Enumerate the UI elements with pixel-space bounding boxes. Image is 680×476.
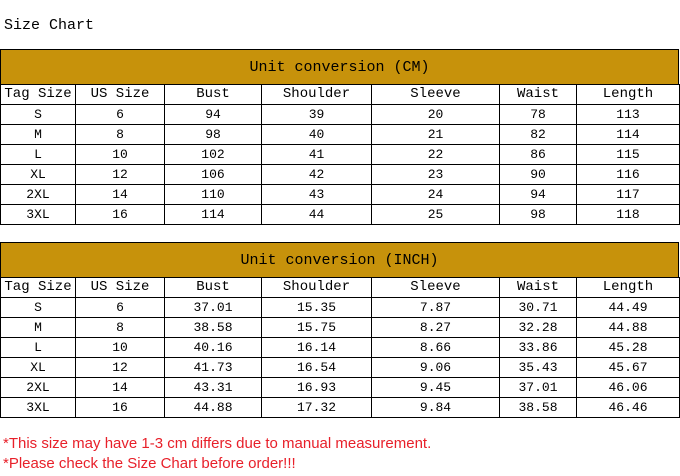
cell-tag-size: 3XL: [1, 205, 76, 225]
cell-sleeve: 20: [372, 105, 500, 125]
cell-sleeve: 9.84: [372, 398, 500, 418]
inch-table-body: [1, 298, 680, 418]
inch-header-row: [1, 278, 680, 298]
page-title: Size Chart: [4, 17, 95, 34]
notes: [3, 434, 431, 474]
cell-waist: 32.28: [500, 318, 577, 338]
cell-waist: 78: [500, 105, 577, 125]
column-header-us-size: US Size: [76, 85, 165, 105]
cell-shoulder: 42: [262, 165, 372, 185]
cell-bust: 37.01: [165, 298, 262, 318]
cell-shoulder: 41: [262, 145, 372, 165]
cell-bust: 98: [165, 125, 262, 145]
cell-sleeve: 7.87: [372, 298, 500, 318]
cell-shoulder: 43: [262, 185, 372, 205]
cell-bust: 44.88: [165, 398, 262, 418]
column-header-bust: Bust: [165, 85, 262, 105]
cm-size-table: [0, 84, 680, 225]
column-header-length: Length: [577, 85, 680, 105]
inch-unit-header: Unit conversion (INCH): [0, 242, 679, 277]
note-check-size-chart: *Please check the Size Chart before order!!!: [3, 455, 296, 472]
cell-bust: 38.58: [165, 318, 262, 338]
cell-shoulder: 16.54: [262, 358, 372, 378]
table-row: [1, 165, 680, 185]
cell-waist: 30.71: [500, 298, 577, 318]
table-row: [1, 358, 680, 378]
cell-tag-size: 3XL: [1, 398, 76, 418]
cell-us-size: 12: [76, 358, 165, 378]
cell-sleeve: 9.06: [372, 358, 500, 378]
cell-bust: 43.31: [165, 378, 262, 398]
cell-sleeve: 23: [372, 165, 500, 185]
cell-length: 113: [577, 105, 680, 125]
cell-bust: 114: [165, 205, 262, 225]
table-row: [1, 185, 680, 205]
column-header-sleeve: Sleeve: [372, 278, 500, 298]
cm-size-table-section: [0, 49, 679, 225]
cell-us-size: 12: [76, 165, 165, 185]
column-header-shoulder: Shoulder: [262, 278, 372, 298]
table-row: [1, 398, 680, 418]
cell-sleeve: 21: [372, 125, 500, 145]
cell-length: 44.88: [577, 318, 680, 338]
cell-us-size: 6: [76, 298, 165, 318]
cell-tag-size: L: [1, 338, 76, 358]
cell-sleeve: 8.66: [372, 338, 500, 358]
column-header-tag-size: Tag Size: [1, 85, 76, 105]
table-row: [1, 205, 680, 225]
cell-us-size: 14: [76, 185, 165, 205]
table-row: [1, 105, 680, 125]
cell-tag-size: S: [1, 298, 76, 318]
cell-us-size: 6: [76, 105, 165, 125]
cm-header-row: [1, 85, 680, 105]
cell-waist: 94: [500, 185, 577, 205]
cell-bust: 106: [165, 165, 262, 185]
cell-bust: 94: [165, 105, 262, 125]
column-header-tag-size: Tag Size: [1, 278, 76, 298]
cm-table-body: [1, 105, 680, 225]
cell-tag-size: XL: [1, 165, 76, 185]
cell-shoulder: 16.93: [262, 378, 372, 398]
cell-length: 46.46: [577, 398, 680, 418]
table-row: [1, 145, 680, 165]
cell-length: 114: [577, 125, 680, 145]
column-header-waist: Waist: [500, 85, 577, 105]
cell-sleeve: 8.27: [372, 318, 500, 338]
cell-waist: 82: [500, 125, 577, 145]
table-row: [1, 318, 680, 338]
cell-us-size: 10: [76, 338, 165, 358]
cell-tag-size: M: [1, 318, 76, 338]
cm-unit-header: Unit conversion (CM): [0, 49, 679, 84]
cell-length: 46.06: [577, 378, 680, 398]
cell-length: 44.49: [577, 298, 680, 318]
cell-length: 45.28: [577, 338, 680, 358]
cell-shoulder: 16.14: [262, 338, 372, 358]
cell-length: 118: [577, 205, 680, 225]
table-row: [1, 378, 680, 398]
cell-shoulder: 40: [262, 125, 372, 145]
cell-us-size: 14: [76, 378, 165, 398]
cell-length: 45.67: [577, 358, 680, 378]
column-header-bust: Bust: [165, 278, 262, 298]
note-measurement-variance: *This size may have 1-3 cm differs due to manual measurement.: [3, 435, 432, 452]
cell-us-size: 10: [76, 145, 165, 165]
cell-tag-size: XL: [1, 358, 76, 378]
cell-us-size: 16: [76, 205, 165, 225]
cell-sleeve: 9.45: [372, 378, 500, 398]
table-row: [1, 125, 680, 145]
cell-tag-size: 2XL: [1, 378, 76, 398]
cell-us-size: 8: [76, 318, 165, 338]
cell-waist: 38.58: [500, 398, 577, 418]
column-header-us-size: US Size: [76, 278, 165, 298]
cell-sleeve: 22: [372, 145, 500, 165]
cell-waist: 86: [500, 145, 577, 165]
cell-length: 115: [577, 145, 680, 165]
cell-length: 117: [577, 185, 680, 205]
cell-us-size: 8: [76, 125, 165, 145]
cell-shoulder: 39: [262, 105, 372, 125]
cell-shoulder: 15.75: [262, 318, 372, 338]
cell-sleeve: 25: [372, 205, 500, 225]
cell-waist: 98: [500, 205, 577, 225]
cell-shoulder: 44: [262, 205, 372, 225]
cell-tag-size: 2XL: [1, 185, 76, 205]
cell-waist: 37.01: [500, 378, 577, 398]
column-header-sleeve: Sleeve: [372, 85, 500, 105]
cell-tag-size: L: [1, 145, 76, 165]
cell-bust: 41.73: [165, 358, 262, 378]
cell-bust: 40.16: [165, 338, 262, 358]
inch-size-table: [0, 277, 680, 418]
cell-length: 116: [577, 165, 680, 185]
cell-waist: 35.43: [500, 358, 577, 378]
cell-waist: 33.86: [500, 338, 577, 358]
cell-tag-size: M: [1, 125, 76, 145]
column-header-shoulder: Shoulder: [262, 85, 372, 105]
inch-size-table-section: [0, 242, 679, 418]
cell-shoulder: 15.35: [262, 298, 372, 318]
cell-bust: 110: [165, 185, 262, 205]
table-row: [1, 298, 680, 318]
column-header-length: Length: [577, 278, 680, 298]
cell-bust: 102: [165, 145, 262, 165]
cell-tag-size: S: [1, 105, 76, 125]
cell-us-size: 16: [76, 398, 165, 418]
cell-waist: 90: [500, 165, 577, 185]
cell-shoulder: 17.32: [262, 398, 372, 418]
table-row: [1, 338, 680, 358]
column-header-waist: Waist: [500, 278, 577, 298]
cell-sleeve: 24: [372, 185, 500, 205]
